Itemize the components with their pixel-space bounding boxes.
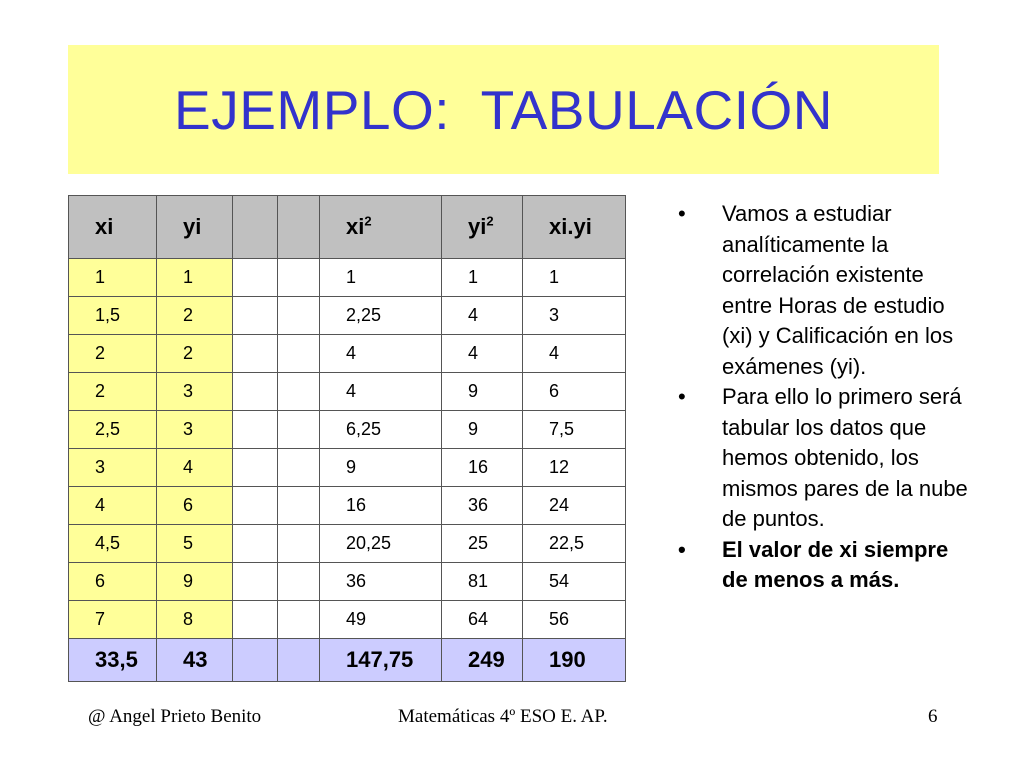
cell-yi: 1 bbox=[157, 259, 233, 297]
table-row bbox=[69, 335, 626, 373]
cell-gap-2 bbox=[278, 335, 320, 373]
cell-yi: 5 bbox=[157, 525, 233, 563]
cell-xi-times-yi: 56 bbox=[523, 601, 626, 639]
header-yi: yi bbox=[157, 196, 233, 259]
cell-gap-1 bbox=[233, 525, 278, 563]
footer-author: @ Angel Prieto Benito bbox=[88, 706, 262, 727]
cell-gap-2 bbox=[278, 563, 320, 601]
cell-xi-squared: 49 bbox=[320, 601, 442, 639]
cell-gap-1 bbox=[233, 335, 278, 373]
cell-gap-2 bbox=[278, 411, 320, 449]
table-row bbox=[69, 563, 626, 601]
cell-yi: 3 bbox=[157, 411, 233, 449]
cell-yi-squared: 4 bbox=[442, 297, 523, 335]
cell-yi-squared: 9 bbox=[442, 373, 523, 411]
header-xi-squared: $xi^2$ bbox=[320, 196, 442, 259]
cell-xi-squared: 4 bbox=[320, 335, 442, 373]
cell-gap-1 bbox=[233, 373, 278, 411]
cell-yi: 3 bbox=[157, 373, 233, 411]
cell-xi: 1,5 bbox=[69, 297, 157, 335]
bullet-item bbox=[668, 199, 968, 382]
bullet-item bbox=[668, 382, 968, 535]
cell-yi-squared: 1 bbox=[442, 259, 523, 297]
cell-gap-2 bbox=[278, 259, 320, 297]
bullet-marker: • bbox=[678, 536, 686, 562]
footer-page-number: 6 bbox=[928, 706, 938, 727]
table-row bbox=[69, 487, 626, 525]
cell-gap-2 bbox=[278, 601, 320, 639]
header-gap-1 bbox=[233, 196, 278, 259]
header-yi-squared: $yi^2$ bbox=[442, 196, 523, 259]
cell-gap-2 bbox=[278, 297, 320, 335]
total-yi-squared: 249 bbox=[442, 639, 523, 682]
slide-title: EJEMPLO: TABULACIÓN bbox=[174, 79, 833, 141]
table-row bbox=[69, 411, 626, 449]
cell-yi: 2 bbox=[157, 297, 233, 335]
cell-xi-times-yi: 1 bbox=[523, 259, 626, 297]
total-xi-times-yi: 190 bbox=[523, 639, 626, 682]
bullet-list bbox=[668, 199, 968, 596]
cell-xi-squared: 20,25 bbox=[320, 525, 442, 563]
table-row bbox=[69, 297, 626, 335]
cell-yi: 6 bbox=[157, 487, 233, 525]
cell-xi: 2 bbox=[69, 335, 157, 373]
cell-yi-squared: 25 bbox=[442, 525, 523, 563]
data-table bbox=[68, 195, 626, 682]
cell-gap-2 bbox=[278, 449, 320, 487]
bullet-text: El valor de xi siempre de menos a más. bbox=[722, 536, 949, 592]
table-header-row bbox=[69, 196, 626, 259]
cell-yi-squared: 81 bbox=[442, 563, 523, 601]
table-row bbox=[69, 259, 626, 297]
cell-gap-2 bbox=[278, 373, 320, 411]
cell-yi-squared: 9 bbox=[442, 411, 523, 449]
table-row bbox=[69, 449, 626, 487]
cell-xi-times-yi: 6 bbox=[523, 373, 626, 411]
cell-gap-1 bbox=[233, 449, 278, 487]
total-xi-squared: 147,75 bbox=[320, 639, 442, 682]
table-row bbox=[69, 373, 626, 411]
cell-xi-times-yi: 54 bbox=[523, 563, 626, 601]
cell-xi-squared: 1 bbox=[320, 259, 442, 297]
cell-xi-times-yi: 7,5 bbox=[523, 411, 626, 449]
cell-xi-squared: 4 bbox=[320, 373, 442, 411]
cell-xi: 4,5 bbox=[69, 525, 157, 563]
cell-xi: 3 bbox=[69, 449, 157, 487]
cell-xi: 6 bbox=[69, 563, 157, 601]
cell-xi: 7 bbox=[69, 601, 157, 639]
cell-gap-1 bbox=[233, 601, 278, 639]
table-row bbox=[69, 525, 626, 563]
bullet-marker: • bbox=[678, 201, 686, 226]
cell-xi: 2,5 bbox=[69, 411, 157, 449]
footer-course: Matemáticas 4º ESO E. AP. bbox=[398, 706, 608, 727]
cell-gap-1 bbox=[233, 297, 278, 335]
header-gap-2 bbox=[278, 196, 320, 259]
cell-gap-1 bbox=[233, 487, 278, 525]
cell-xi-times-yi: 24 bbox=[523, 487, 626, 525]
total-gap-2 bbox=[278, 639, 320, 682]
cell-yi-squared: 4 bbox=[442, 335, 523, 373]
cell-gap-2 bbox=[278, 525, 320, 563]
bullet-text: Para ello lo primero será tabular los datos que hemos obtenido, los mismos pares de la nube de puntos. bbox=[722, 384, 968, 531]
header-xi: xi bbox=[69, 196, 157, 259]
cell-yi: 4 bbox=[157, 449, 233, 487]
cell-xi: 4 bbox=[69, 487, 157, 525]
cell-xi-squared: 16 bbox=[320, 487, 442, 525]
cell-xi-squared: 36 bbox=[320, 563, 442, 601]
cell-gap-2 bbox=[278, 487, 320, 525]
cell-yi: 2 bbox=[157, 335, 233, 373]
cell-gap-1 bbox=[233, 563, 278, 601]
total-xi: 33,5 bbox=[69, 639, 157, 682]
header-xi-times-yi: xi.yi bbox=[523, 196, 626, 259]
bullet-marker: • bbox=[678, 384, 686, 409]
cell-xi-times-yi: 22,5 bbox=[523, 525, 626, 563]
cell-yi-squared: 16 bbox=[442, 449, 523, 487]
cell-gap-1 bbox=[233, 411, 278, 449]
bullet-text: Vamos a estudiar analíticamente la correlación existente entre Horas de estudio (xi) y Calificación en los exámenes (yi). bbox=[722, 201, 954, 379]
total-gap-1 bbox=[233, 639, 278, 682]
cell-xi-squared: 2,25 bbox=[320, 297, 442, 335]
cell-yi-squared: 36 bbox=[442, 487, 523, 525]
title-banner bbox=[68, 45, 939, 174]
cell-xi-squared: 9 bbox=[320, 449, 442, 487]
total-yi: 43 bbox=[157, 639, 233, 682]
cell-gap-1 bbox=[233, 259, 278, 297]
cell-xi-times-yi: 12 bbox=[523, 449, 626, 487]
cell-xi-times-yi: 3 bbox=[523, 297, 626, 335]
cell-yi: 9 bbox=[157, 563, 233, 601]
cell-xi: 2 bbox=[69, 373, 157, 411]
cell-xi: 1 bbox=[69, 259, 157, 297]
bullet-item bbox=[668, 535, 968, 596]
table-row bbox=[69, 601, 626, 639]
table-totals-row bbox=[69, 639, 626, 682]
cell-yi: 8 bbox=[157, 601, 233, 639]
cell-xi-squared: 6,25 bbox=[320, 411, 442, 449]
cell-xi-times-yi: 4 bbox=[523, 335, 626, 373]
cell-yi-squared: 64 bbox=[442, 601, 523, 639]
